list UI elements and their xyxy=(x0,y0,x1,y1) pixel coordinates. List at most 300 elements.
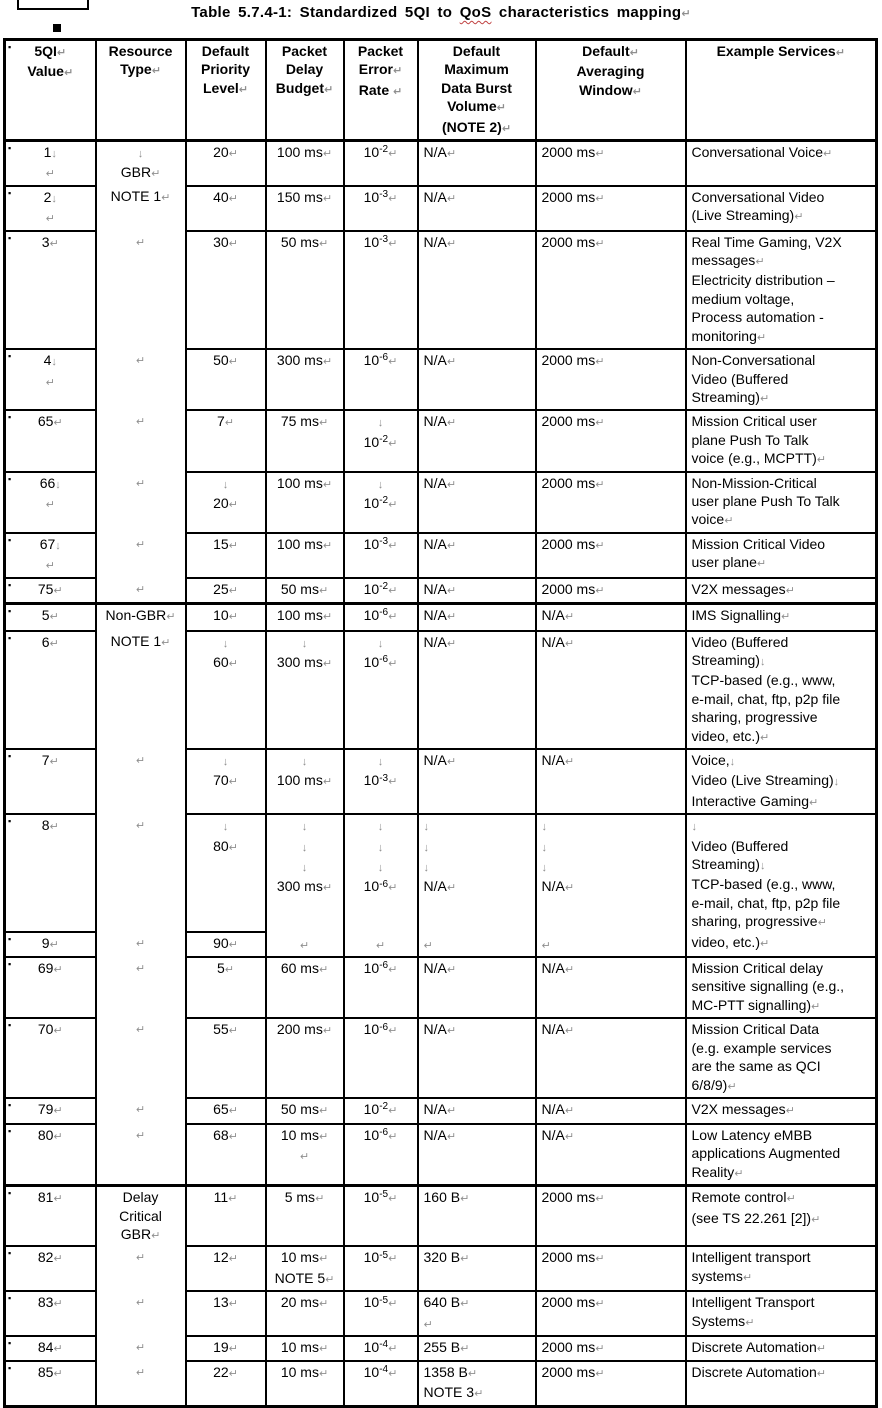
cell-packet-error-rate: $10^{-6}↵$ xyxy=(344,957,418,1018)
paragraph-mark: ↵ xyxy=(53,1193,63,1206)
paragraph-mark: ↵ xyxy=(322,478,333,491)
paragraph-mark: ↵ xyxy=(564,637,575,650)
cell-default-averaging-window: N/A↵ xyxy=(536,603,686,631)
cell-default-max-data-burst-volume: N/A↵ xyxy=(418,533,536,578)
paragraph-mark: ↵ xyxy=(809,796,819,809)
header-resource-type: Resource Type↵ xyxy=(96,40,186,141)
row-marker-icon: ▪ xyxy=(8,412,12,423)
cell-resource-type xyxy=(96,932,186,958)
paragraph-mark: ↵ xyxy=(759,392,770,405)
line-break-mark: ↓ xyxy=(301,862,308,875)
row-marker-icon: ▪ xyxy=(8,1248,12,1259)
paragraph-mark: ↵ xyxy=(388,1298,398,1311)
paragraph-mark: ↵ xyxy=(53,1367,63,1380)
cell-packet-error-rate: ↓ $10^{-2}↵$ xyxy=(344,410,418,471)
paragraph-mark: ↵ xyxy=(228,776,238,789)
cell-packet-error-rate: $10^{-6}↵$ xyxy=(344,349,418,410)
paragraph-mark: ↵ xyxy=(161,191,171,204)
paragraph-mark: ↵ xyxy=(564,1104,575,1117)
table-row xyxy=(5,410,877,471)
paragraph-mark: ↵ xyxy=(595,478,605,491)
cell-example-services: Discrete Automation↵ xyxy=(686,1361,877,1406)
paragraph-mark: ↵ xyxy=(388,1367,398,1380)
paragraph-mark: ↵ xyxy=(53,964,63,977)
paragraph-mark: ↵ xyxy=(322,356,333,369)
paragraph-mark: ↵ xyxy=(759,731,770,744)
cell-packet-error-rate: $10^{-6}↵$ xyxy=(344,1124,418,1186)
cell-resource-type xyxy=(96,1291,186,1336)
cell-resource-type xyxy=(96,410,186,471)
cell-default-averaging-window: 2000 ms↵ xyxy=(536,349,686,410)
line-break-mark: ↓ xyxy=(51,192,57,205)
paragraph-mark: ↵ xyxy=(446,192,457,205)
cell-5qi-value: ▪ 9↵ xyxy=(5,932,96,958)
cell-default-priority-level: 12↵ xyxy=(186,1246,266,1291)
cell-default-averaging-window: 2000 ms↵ xyxy=(536,472,686,533)
header-packet-delay-budget: Packet Delay Budget↵ xyxy=(266,40,344,141)
paragraph-mark: ↵ xyxy=(49,610,59,623)
cell-default-max-data-burst-volume: N/A↵ xyxy=(418,603,536,631)
cell-default-max-data-burst-volume: 255 B↵ xyxy=(418,1336,536,1361)
line-break-mark: ↓ xyxy=(51,356,57,369)
cell-default-averaging-window: 2000 ms↵ xyxy=(536,141,686,186)
cell-resource-type: Delay Critical GBR↵ xyxy=(96,1186,186,1247)
cell-default-max-data-burst-volume: 1358 B↵ NOTE 3↵ xyxy=(418,1361,536,1406)
cell-packet-delay-budget: 50 ms↵ xyxy=(266,1098,344,1124)
paragraph-mark: ↵ xyxy=(595,1342,605,1355)
table-row xyxy=(5,814,877,931)
table-row xyxy=(5,231,877,349)
cell-default-max-data-burst-volume: N/A↵ xyxy=(418,186,536,231)
cell-default-averaging-window: ↓ ↓ ↓ N/A↵ ↵ xyxy=(536,814,686,957)
paragraph-mark: ↵ xyxy=(228,1025,238,1038)
paragraph-mark: ↵ xyxy=(318,237,329,250)
cell-default-max-data-burst-volume: N/A↵ xyxy=(418,410,536,471)
cell-example-services: Mission Critical Video user plane↵ xyxy=(686,533,877,578)
row-marker-icon: ▪ xyxy=(8,1099,12,1110)
row-marker-icon: ▪ xyxy=(8,1337,12,1348)
paragraph-mark: ↵ xyxy=(595,417,605,430)
paragraph-mark: ↵ xyxy=(388,1025,398,1038)
cell-packet-delay-budget: 60 ms↵ xyxy=(266,957,344,1018)
table-row xyxy=(5,578,877,604)
paragraph-mark: ↵ xyxy=(135,1252,146,1265)
cell-5qi-value: ▪ 83↵ xyxy=(5,1291,96,1336)
header-row xyxy=(5,40,877,141)
cell-default-max-data-burst-volume: N/A↵ xyxy=(418,141,536,186)
paragraph-mark: ↵ xyxy=(727,1080,737,1093)
paragraph-mark: ↵ xyxy=(49,237,59,250)
paragraph-mark: ↵ xyxy=(375,939,386,952)
header-5qi-value: ▪ 5QI↵ Value↵ xyxy=(5,40,96,141)
cell-5qi-value: ▪ 3↵ xyxy=(5,231,96,349)
cell-packet-delay-budget: 20 ms↵ xyxy=(266,1291,344,1336)
paragraph-mark: ↵ xyxy=(322,539,333,552)
paragraph-mark: ↵ xyxy=(135,583,146,596)
cell-default-max-data-burst-volume: ↓ ↓ ↓ N/A↵ ↵ xyxy=(418,814,536,957)
paragraph-mark: ↵ xyxy=(228,1367,238,1380)
cell-resource-type xyxy=(96,749,186,814)
row-marker-icon: ▪ xyxy=(8,1020,12,1031)
paragraph-mark: ↵ xyxy=(324,83,334,96)
cell-resource-type: Non-GBR↵ xyxy=(96,603,186,631)
paragraph-mark: ↵ xyxy=(724,515,734,528)
cell-example-services: Conversational Video (Live Streaming)↵ xyxy=(686,186,877,231)
paragraph-mark: ↵ xyxy=(53,1025,63,1038)
paragraph-mark: ↵ xyxy=(318,1130,329,1143)
cell-packet-error-rate: $10^{-6}↵$ xyxy=(344,1018,418,1098)
cell-default-max-data-burst-volume: 160 B↵ xyxy=(418,1186,536,1247)
cell-default-priority-level: 40↵ xyxy=(186,186,266,231)
paragraph-mark: ↵ xyxy=(161,636,171,649)
paragraph-mark: ↵ xyxy=(45,376,55,389)
row-marker-icon: ▪ xyxy=(8,534,12,545)
paragraph-mark: ↵ xyxy=(388,437,398,450)
line-break-mark: ↓ xyxy=(222,821,229,834)
paragraph-mark: ↵ xyxy=(541,939,551,952)
paragraph-mark: ↵ xyxy=(388,1193,398,1206)
paragraph-mark: ↵ xyxy=(393,85,403,98)
cell-example-services: V2X messages↵ xyxy=(686,578,877,604)
header-default-averaging-window: Default↵ Averaging Window↵ xyxy=(536,40,686,141)
paragraph-mark: ↵ xyxy=(794,211,804,224)
line-break-mark: ↓ xyxy=(729,756,736,768)
line-break-mark: ↓ xyxy=(541,862,547,875)
paragraph-mark: ↵ xyxy=(446,237,457,250)
paragraph-mark: ↵ xyxy=(45,168,55,181)
paragraph-mark: ↵ xyxy=(318,1104,329,1117)
paragraph-mark: ↵ xyxy=(446,1025,457,1038)
paragraph-mark: ↵ xyxy=(135,1297,146,1310)
cell-packet-delay-budget: 10 ms↵ NOTE 5↵ xyxy=(266,1246,344,1291)
paragraph-mark: ↵ xyxy=(388,584,398,597)
paragraph-mark: ↵ xyxy=(135,1341,146,1354)
cell-default-averaging-window: N/A↵ xyxy=(536,957,686,1018)
paragraph-mark: ↵ xyxy=(811,1213,821,1226)
paragraph-mark: ↵ xyxy=(228,938,238,951)
table-row xyxy=(5,1336,877,1361)
line-break-mark: ↓ xyxy=(377,417,384,430)
cell-default-priority-level: 22↵ xyxy=(186,1361,266,1406)
paragraph-mark: ↵ xyxy=(446,584,457,597)
cell-packet-delay-budget: 50 ms↵ xyxy=(266,231,344,349)
paragraph-mark: ↵ xyxy=(299,1151,310,1164)
paragraph-mark: ↵ xyxy=(759,937,770,950)
line-break-mark: ↓ xyxy=(222,478,229,491)
paragraph-mark: ↵ xyxy=(681,8,691,20)
cell-packet-error-rate: $10^{-3}↵$ xyxy=(344,186,418,231)
cell-example-services: Mission Critical user plane Push To Talk voice (e.g., MCPTT)↵ xyxy=(686,410,877,471)
paragraph-mark: ↵ xyxy=(228,1193,238,1206)
paragraph-mark: ↵ xyxy=(224,417,234,430)
paragraph-mark: ↵ xyxy=(228,1342,238,1355)
cell-default-priority-level: 11↵ xyxy=(186,1186,266,1247)
paragraph-mark: ↵ xyxy=(745,1316,755,1329)
paragraph-mark: ↵ xyxy=(53,1298,63,1311)
paragraph-mark: ↵ xyxy=(388,148,398,161)
cell-default-max-data-burst-volume: N/A↵ xyxy=(418,631,536,749)
paragraph-mark: ↵ xyxy=(151,65,161,78)
paragraph-mark: ↵ xyxy=(595,539,605,552)
paragraph-mark: ↵ xyxy=(53,1104,63,1117)
cell-example-services: Mission Critical Data (e.g. example services are the same as QCI 6/8/9)↵ xyxy=(686,1018,877,1098)
paragraph-mark: ↵ xyxy=(595,1253,605,1266)
row-marker-icon: ▪ xyxy=(8,1362,12,1373)
cell-default-averaging-window: 2000 ms↵ xyxy=(536,1246,686,1291)
paragraph-mark: ↵ xyxy=(467,1367,478,1380)
paragraph-mark: ↵ xyxy=(446,882,457,895)
paragraph-mark: ↵ xyxy=(423,1318,433,1331)
row-marker-icon: ▪ xyxy=(8,751,12,761)
header-packet-error-rate: Packet Error↵ Rate ↵ xyxy=(344,40,418,141)
cell-default-averaging-window: 2000 ms↵ xyxy=(536,231,686,349)
table-row xyxy=(5,631,877,749)
paragraph-mark: ↵ xyxy=(816,454,826,467)
line-break-mark: ↓ xyxy=(377,478,384,491)
paragraph-mark: ↵ xyxy=(388,1253,398,1266)
row-marker-icon: ▪ xyxy=(8,232,12,243)
cell-5qi-value: ▪ 84↵ xyxy=(5,1336,96,1361)
paragraph-mark: ↵ xyxy=(474,1388,484,1401)
paragraph-mark: ↵ xyxy=(742,1271,753,1284)
cell-example-services: Non-Conversational Video (Buffered Streaming)↵ xyxy=(686,349,877,410)
cell-example-services: Intelligent transport systems↵ xyxy=(686,1246,877,1291)
header-default-priority-level: Default Priority Level↵ xyxy=(186,40,266,141)
table-row xyxy=(5,1124,877,1186)
cell-resource-type: ↓ GBR↵ xyxy=(96,141,186,186)
cell-packet-error-rate: $10^{-5}↵$ xyxy=(344,1186,418,1247)
paragraph-mark: ↵ xyxy=(835,47,845,59)
paragraph-mark: ↵ xyxy=(816,1367,827,1380)
paragraph-mark: ↵ xyxy=(632,85,642,98)
cell-resource-type xyxy=(96,533,186,578)
paragraph-mark: ↵ xyxy=(151,1229,161,1242)
cell-default-averaging-window: 2000 ms↵ xyxy=(536,1291,686,1336)
paragraph-mark: ↵ xyxy=(135,416,146,429)
paragraph-mark: ↵ xyxy=(45,498,55,511)
cell-5qi-value: ▪ 4↓ ↵ xyxy=(5,349,96,410)
cell-5qi-value: ▪ 82↵ xyxy=(5,1246,96,1291)
cell-5qi-value: ▪ 2↓ ↵ xyxy=(5,186,96,231)
paragraph-mark: ↵ xyxy=(785,1104,795,1117)
cell-default-max-data-burst-volume: N/A↵ xyxy=(418,1018,536,1098)
line-break-mark: ↓ xyxy=(691,821,697,834)
cell-default-averaging-window: N/A↵ xyxy=(536,1018,686,1098)
cell-packet-error-rate: $10^{-5}↵$ xyxy=(344,1246,418,1291)
cell-default-priority-level: ↓ 60↵ xyxy=(186,631,266,749)
paragraph-mark: ↵ xyxy=(595,148,605,161)
paragraph-mark: ↵ xyxy=(228,356,238,369)
paragraph-mark: ↵ xyxy=(388,1104,398,1117)
paragraph-mark: ↵ xyxy=(49,637,59,650)
line-break-mark: ↓ xyxy=(377,756,384,768)
spellcheck-underlined-text: QoS xyxy=(459,4,492,21)
line-break-mark: ↓ xyxy=(423,841,429,854)
cell-packet-error-rate: $10^{-6}↵$ xyxy=(344,603,418,631)
paragraph-mark: ↵ xyxy=(322,1025,333,1038)
paragraph-mark: ↵ xyxy=(446,417,457,430)
cell-default-priority-level: 90↵ xyxy=(186,932,266,958)
paragraph-mark: ↵ xyxy=(817,917,827,930)
paragraph-mark: ↵ xyxy=(228,148,238,161)
paragraph-mark: ↵ xyxy=(388,192,398,205)
cell-packet-error-rate: $10^{-4}↵$ xyxy=(344,1361,418,1406)
paragraph-mark: ↵ xyxy=(228,1130,238,1143)
cell-default-priority-level: 5↵ xyxy=(186,957,266,1018)
cell-resource-type xyxy=(96,1018,186,1098)
cell-example-services: Conversational Voice↵ xyxy=(686,141,877,186)
cell-example-services: V2X messages↵ xyxy=(686,1098,877,1124)
paragraph-mark: ↵ xyxy=(564,1130,575,1143)
paragraph-mark: ↵ xyxy=(388,882,398,895)
line-break-mark: ↓ xyxy=(423,821,429,834)
paragraph-mark: ↵ xyxy=(595,237,605,250)
line-break-mark: ↓ xyxy=(833,776,840,789)
paragraph-mark: ↵ xyxy=(318,1253,329,1266)
cell-default-averaging-window: 2000 ms↵ xyxy=(536,1336,686,1361)
line-break-mark: ↓ xyxy=(541,821,547,834)
paragraph-mark: ↵ xyxy=(460,1193,470,1206)
line-break-mark: ↓ xyxy=(759,860,766,873)
line-break-mark: ↓ xyxy=(301,821,308,834)
paragraph-mark: ↵ xyxy=(318,1342,329,1355)
cell-example-services: Low Latency eMBB applications Augmented Reality↵ xyxy=(686,1124,877,1186)
header-default-max-data-burst-volume: Default Maximum Data Burst Volume↵ (NOTE 2)↵ xyxy=(418,40,536,141)
header-example-services: Example Services↵ xyxy=(686,40,877,141)
paragraph-mark: ↵ xyxy=(388,657,398,670)
cell-example-services: IMS Signalling↵ xyxy=(686,603,877,631)
paragraph-mark: ↵ xyxy=(823,148,833,161)
cell-default-priority-level: 25↵ xyxy=(186,578,266,604)
cell-default-max-data-burst-volume: N/A↵ xyxy=(418,749,536,814)
row-marker-icon: ▪ xyxy=(8,1188,12,1199)
cell-default-max-data-burst-volume: N/A↵ xyxy=(418,578,536,604)
paragraph-mark: ↵ xyxy=(388,776,398,789)
paragraph-mark: ↵ xyxy=(595,1367,605,1380)
paragraph-mark: ↵ xyxy=(595,584,605,597)
cell-5qi-value: ▪ 7↵ xyxy=(5,749,96,814)
line-break-mark: ↓ xyxy=(137,148,144,161)
paragraph-mark: ↵ xyxy=(785,584,795,597)
cell-5qi-value: ▪ 6↵ xyxy=(5,631,96,749)
cell-default-averaging-window: N/A↵ xyxy=(536,631,686,749)
table-row xyxy=(5,186,877,231)
paragraph-mark: ↵ xyxy=(786,1193,796,1206)
paragraph-mark: ↵ xyxy=(816,1342,827,1355)
paragraph-mark: ↵ xyxy=(228,498,238,511)
cell-resource-type xyxy=(96,349,186,410)
paragraph-mark: ↵ xyxy=(53,584,63,597)
cell-example-services: Video (Buffered Streaming)↓ TCP-based (e.g., www, e-mail, chat, ftp, p2p file sharing, progressive video, etc.)↵ xyxy=(686,631,877,749)
cell-default-averaging-window: N/A↵ xyxy=(536,1124,686,1186)
paragraph-mark: ↵ xyxy=(228,1298,238,1311)
line-break-mark: ↓ xyxy=(301,841,308,854)
cell-resource-type xyxy=(96,1124,186,1186)
cell-packet-delay-budget: 10 ms↵ xyxy=(266,1361,344,1406)
paragraph-mark: ↵ xyxy=(322,192,333,205)
cell-default-max-data-burst-volume: 640 B↵ ↵ xyxy=(418,1291,536,1336)
row-marker-icon: ▪ xyxy=(8,579,12,590)
paragraph-mark: ↵ xyxy=(734,1167,744,1180)
cell-packet-delay-budget: 100 ms↵ xyxy=(266,141,344,186)
cell-default-max-data-burst-volume: N/A↵ xyxy=(418,349,536,410)
paragraph-mark: ↵ xyxy=(325,1273,335,1286)
paragraph-mark: ↵ xyxy=(781,610,791,623)
cell-5qi-value: ▪ 66↓ ↵ xyxy=(5,472,96,533)
paragraph-mark: ↵ xyxy=(135,820,146,833)
paragraph-mark: ↵ xyxy=(318,1367,329,1380)
table-row xyxy=(5,1098,877,1124)
cell-5qi-value: ▪ 1↓ ↵ xyxy=(5,141,96,186)
row-marker-icon: ▪ xyxy=(8,816,12,827)
cell-5qi-value: ▪ 79↵ xyxy=(5,1098,96,1124)
cell-example-services: Non-Mission-Critical user plane Push To Talk voice↵ xyxy=(686,472,877,533)
cell-default-max-data-burst-volume: N/A↵ xyxy=(418,957,536,1018)
cell-default-averaging-window: 2000 ms↵ xyxy=(536,1361,686,1406)
cell-5qi-value: ▪ 70↵ xyxy=(5,1018,96,1098)
cell-packet-delay-budget: 5 ms↵ xyxy=(266,1186,344,1247)
paragraph-mark: ↵ xyxy=(53,417,63,430)
paragraph-mark: ↵ xyxy=(45,560,55,573)
paragraph-mark: ↵ xyxy=(135,963,146,976)
cell-default-priority-level: ↓ 20↵ xyxy=(186,472,266,533)
paragraph-mark: ↵ xyxy=(228,1104,238,1117)
paragraph-mark: ↵ xyxy=(151,168,161,181)
cell-packet-error-rate: $10^{-3}↵$ xyxy=(344,231,418,349)
cell-default-max-data-burst-volume: N/A↵ xyxy=(418,1124,536,1186)
cell-default-priority-level: 15↵ xyxy=(186,533,266,578)
cell-example-services: Mission Critical delay sensitive signalling (e.g., MC-PTT signalling)↵ xyxy=(686,957,877,1018)
cell-resource-type xyxy=(96,1336,186,1361)
line-break-mark: ↓ xyxy=(55,539,61,552)
paragraph-marker-square xyxy=(53,24,61,32)
table-row xyxy=(5,533,877,578)
line-break-mark: ↓ xyxy=(301,756,308,768)
line-break-mark: ↓ xyxy=(55,478,61,491)
cell-packet-delay-budget: 10 ms↵ ↵ xyxy=(266,1124,344,1186)
cell-5qi-value: ▪ 5↵ xyxy=(5,603,96,631)
paragraph-mark: ↵ xyxy=(135,937,146,950)
paragraph-mark: ↵ xyxy=(755,256,765,269)
row-marker-icon: ▪ xyxy=(8,42,12,52)
paragraph-mark: ↵ xyxy=(460,1298,470,1311)
paragraph-mark: ↵ xyxy=(56,47,67,59)
cell-default-priority-level: ↓ 70↵ xyxy=(186,749,266,814)
cell-packet-delay-budget: ↓ 300 ms↵ xyxy=(266,631,344,749)
line-break-mark: ↓ xyxy=(377,821,384,834)
row-marker-icon: ▪ xyxy=(8,473,12,484)
line-break-mark: ↓ xyxy=(222,637,229,650)
paragraph-mark: ↵ xyxy=(49,821,59,834)
paragraph-mark: ↵ xyxy=(135,755,146,767)
table-row xyxy=(5,957,877,1018)
paragraph-mark: ↵ xyxy=(446,1130,457,1143)
paragraph-mark: ↵ xyxy=(322,776,333,789)
paragraph-mark: ↵ xyxy=(135,1129,146,1142)
cell-default-averaging-window: N/A↵ xyxy=(536,749,686,814)
paragraph-mark: ↵ xyxy=(446,148,457,161)
cell-packet-error-rate: $10^{-5}↵$ xyxy=(344,1291,418,1336)
line-break-mark: ↓ xyxy=(541,841,547,854)
paragraph-mark: ↵ xyxy=(318,1298,329,1311)
cell-packet-error-rate: ↓ $10^{-3}↵$ xyxy=(344,749,418,814)
table-row xyxy=(5,1018,877,1098)
paragraph-mark: ↵ xyxy=(53,1253,63,1266)
cell-resource-type xyxy=(96,957,186,1018)
paragraph-mark: ↵ xyxy=(135,355,146,368)
paragraph-mark: ↵ xyxy=(299,939,310,952)
paragraph-mark: ↵ xyxy=(228,841,238,854)
